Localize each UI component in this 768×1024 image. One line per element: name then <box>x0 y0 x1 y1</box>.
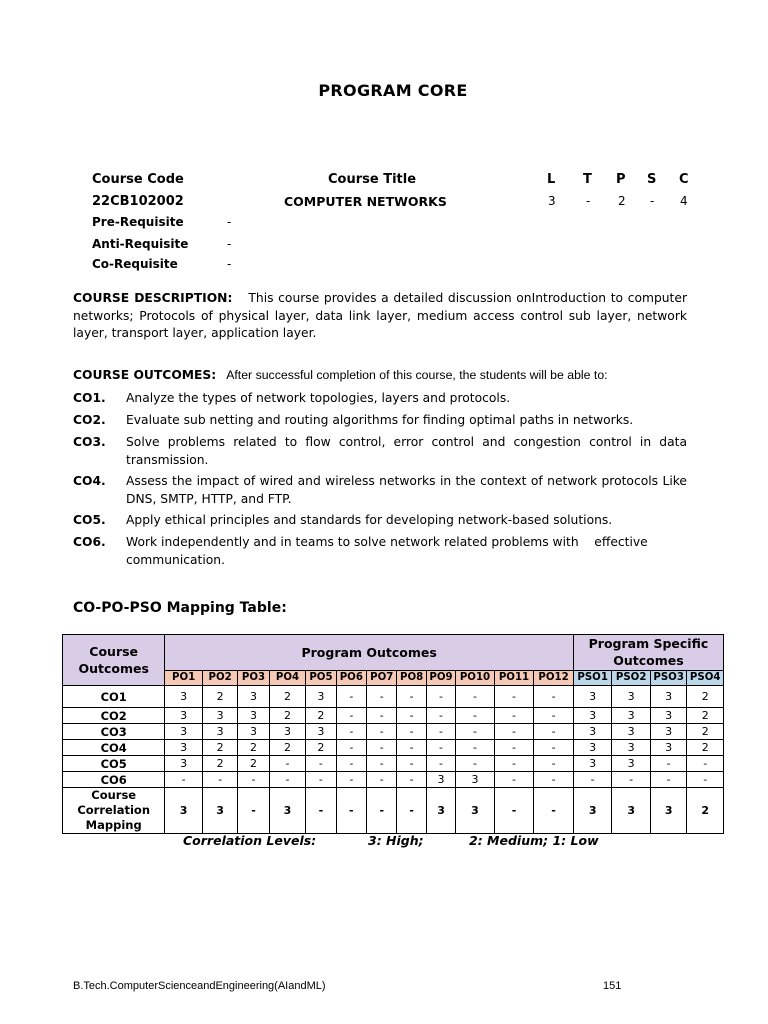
table-cell: 2 <box>238 756 269 772</box>
table-cell: - <box>534 686 574 708</box>
row-label: CO6 <box>63 772 165 788</box>
table-row <box>63 740 724 756</box>
table-cell: 3 <box>573 708 612 724</box>
table-cell: - <box>336 772 366 788</box>
table-cell: 3 <box>650 708 686 724</box>
table-cell: - <box>367 772 397 788</box>
po-column-header: PO1 <box>165 670 203 685</box>
ltpsc-label-c: C <box>679 172 689 187</box>
ltpsc-value-p: 2 <box>618 194 626 208</box>
program-outcomes-header-cell: Program Outcomes <box>165 635 574 671</box>
pso-column-header: PSO2 <box>612 670 651 685</box>
table-cell: - <box>612 772 651 788</box>
po-column-header: PO7 <box>367 670 397 685</box>
table-cell: 3 <box>269 724 305 740</box>
row-label: CO2 <box>63 708 165 724</box>
table-cell: - <box>650 772 686 788</box>
page-title: PROGRAM CORE <box>318 81 468 100</box>
table-cell: - <box>494 686 534 708</box>
row-label: CO4 <box>63 740 165 756</box>
table-cell: - <box>426 756 455 772</box>
correlation-level-medium-low: 2: Medium; 1: Low <box>469 833 599 848</box>
table-cell: - <box>650 756 686 772</box>
table-cell: 2 <box>238 740 269 756</box>
table-cell: - <box>269 772 305 788</box>
correlation-cell: - <box>367 788 397 834</box>
correlation-cell: 2 <box>687 788 724 834</box>
ltpsc-label-t: T <box>583 172 592 187</box>
po-column-header: PO5 <box>306 670 336 685</box>
table-cell: - <box>494 772 534 788</box>
table-cell: - <box>397 724 426 740</box>
correlation-cell: - <box>336 788 366 834</box>
ltpsc-value-l: 3 <box>548 194 556 208</box>
po-column-header: PO10 <box>456 670 495 685</box>
course-outcome-item <box>73 473 687 508</box>
course-outcome-item <box>73 412 687 430</box>
table-cell: 3 <box>612 724 651 740</box>
correlation-levels-label: Correlation Levels: <box>183 833 317 848</box>
correlation-cell: 3 <box>269 788 305 834</box>
table-cell: 2 <box>687 708 724 724</box>
table-cell: - <box>397 756 426 772</box>
pre-requisite-value: - <box>227 215 232 229</box>
table-cell: - <box>397 740 426 756</box>
table-cell: - <box>269 756 305 772</box>
table-row <box>63 772 724 788</box>
table-cell: - <box>456 686 495 708</box>
course-outcome-item <box>73 434 687 469</box>
table-cell: - <box>336 724 366 740</box>
pre-requisite-label: Pre-Requisite <box>92 215 184 229</box>
correlation-cell: 3 <box>165 788 203 834</box>
ltpsc-label-l: L <box>547 172 556 187</box>
table-cell: 3 <box>573 686 612 708</box>
course-description-label: COURSE DESCRIPTION: <box>73 291 233 305</box>
table-cell: 3 <box>573 740 612 756</box>
table-cell: - <box>238 772 269 788</box>
table-cell: 2 <box>306 708 336 724</box>
correlation-cell: - <box>397 788 426 834</box>
ltpsc-value-s: - <box>650 194 655 208</box>
outcome-code: CO2. <box>73 413 106 427</box>
table-cell: 3 <box>202 724 237 740</box>
table-cell: 3 <box>238 708 269 724</box>
table-cell: 3 <box>426 772 455 788</box>
correlation-level-high: 3: High; <box>368 833 424 848</box>
outcome-text: Analyze the types of network topologies, layers and protocols. <box>126 391 511 405</box>
po-column-header: PO2 <box>202 670 237 685</box>
course-outcomes-intro: After successful completion of this course, the students will be able to: <box>226 368 608 382</box>
anti-requisite-label: Anti-Requisite <box>92 237 189 251</box>
table-cell: 3 <box>165 740 203 756</box>
co-requisite-label: Co-Requisite <box>92 257 178 271</box>
outcome-text: Work independently and in teams to solve network related problems with effective communication. <box>126 535 652 567</box>
table-cell: - <box>367 686 397 708</box>
correlation-cell: 3 <box>426 788 455 834</box>
table-cell: 3 <box>306 686 336 708</box>
course-title-label: Course Title <box>328 172 417 187</box>
table-cell: - <box>494 724 534 740</box>
table-cell: 3 <box>650 740 686 756</box>
correlation-cell: 3 <box>650 788 686 834</box>
course-title: COMPUTER NETWORKS <box>284 194 447 209</box>
table-cell: - <box>397 708 426 724</box>
table-cell: 3 <box>456 772 495 788</box>
mapping-table-title: CO-PO-PSO Mapping Table: <box>73 600 287 616</box>
table-cell: - <box>426 740 455 756</box>
table-row <box>63 708 724 724</box>
table-cell: - <box>534 772 574 788</box>
table-cell: - <box>426 686 455 708</box>
po-column-header: PO12 <box>534 670 574 685</box>
table-cell: - <box>336 740 366 756</box>
outcome-text: Solve problems related to flow control, error control and congestion control in data transmission. <box>126 435 687 467</box>
table-cell: - <box>306 756 336 772</box>
correlation-cell: - <box>238 788 269 834</box>
outcome-code: CO4. <box>73 474 106 488</box>
ltpsc-label-p: P <box>616 172 626 187</box>
table-cell: 2 <box>269 686 305 708</box>
table-cell: - <box>534 724 574 740</box>
correlation-cell: - <box>306 788 336 834</box>
course-description-text: This course provides a detailed discussion onIntroduction to computer networks; Protocols of physical layer, data link layer, medium access control sub layer, network layer, transport layer, application layer. <box>73 291 687 340</box>
table-cell: 3 <box>612 740 651 756</box>
table-row <box>63 756 724 772</box>
course-outcome-item <box>73 534 687 569</box>
correlation-cell: 3 <box>456 788 495 834</box>
table-cell: 3 <box>650 724 686 740</box>
correlation-cell: 3 <box>612 788 651 834</box>
outcome-code: CO6. <box>73 535 106 549</box>
outcome-text: Assess the impact of wired and wireless networks in the context of network protocols Like DNS, SMTP, HTTP, and FTP. <box>126 474 687 506</box>
course-outcomes-header <box>73 368 608 382</box>
table-cell: - <box>397 686 426 708</box>
table-cell: - <box>534 708 574 724</box>
row-label: CO3 <box>63 724 165 740</box>
correlation-cell: - <box>534 788 574 834</box>
po-column-header: PO8 <box>397 670 426 685</box>
co-po-pso-mapping-table <box>62 634 724 834</box>
table-cell: - <box>687 772 724 788</box>
table-cell: 3 <box>650 686 686 708</box>
table-cell: 2 <box>687 686 724 708</box>
page-number: 151 <box>603 980 622 992</box>
outcome-text: Evaluate sub netting and routing algorithms for finding optimal paths in networks. <box>126 413 634 427</box>
table-cell: - <box>367 740 397 756</box>
table-cell: - <box>494 740 534 756</box>
course-code: 22CB102002 <box>92 194 184 209</box>
table-cell: 3 <box>306 724 336 740</box>
table-cell: - <box>336 686 366 708</box>
table-cell: - <box>687 756 724 772</box>
table-cell: - <box>165 772 203 788</box>
table-cell: - <box>306 772 336 788</box>
correlation-row-label: Course Correlation Mapping <box>63 788 165 834</box>
table-cell: - <box>494 756 534 772</box>
table-cell: 3 <box>612 686 651 708</box>
ltpsc-label-s: S <box>647 172 657 187</box>
table-cell: - <box>426 724 455 740</box>
anti-requisite-value: - <box>227 237 232 251</box>
course-outcome-item <box>73 512 687 530</box>
table-cell: - <box>367 724 397 740</box>
correlation-cell: 3 <box>573 788 612 834</box>
table-cell: 2 <box>306 740 336 756</box>
correlation-cell: 3 <box>202 788 237 834</box>
table-cell: 2 <box>202 756 237 772</box>
correlation-cell: - <box>494 788 534 834</box>
course-outcomes-label: COURSE OUTCOMES: <box>73 368 217 382</box>
table-cell: - <box>367 756 397 772</box>
footer-program: B.Tech.ComputerScienceandEngineering(AIandML) <box>73 980 326 992</box>
table-cell: 3 <box>612 756 651 772</box>
table-cell: 3 <box>202 708 237 724</box>
table-row <box>63 686 724 708</box>
table-cell: 2 <box>202 740 237 756</box>
po-column-header: PO4 <box>269 670 305 685</box>
table-cell: - <box>494 708 534 724</box>
course-outcome-item <box>73 390 687 408</box>
outcome-code: CO3. <box>73 435 106 449</box>
table-cell: 3 <box>238 724 269 740</box>
table-cell: - <box>456 724 495 740</box>
ltpsc-value-c: 4 <box>680 194 688 208</box>
row-label: CO5 <box>63 756 165 772</box>
po-column-header: PO11 <box>494 670 534 685</box>
table-cell: - <box>456 756 495 772</box>
table-cell: - <box>336 708 366 724</box>
table-cell: 2 <box>202 686 237 708</box>
co-requisite-value: - <box>227 257 232 271</box>
table-row <box>63 724 724 740</box>
table-cell: - <box>367 708 397 724</box>
table-cell: 3 <box>165 756 203 772</box>
table-cell: 2 <box>269 740 305 756</box>
outcome-text: Apply ethical principles and standards for developing network-based solutions. <box>126 513 613 527</box>
po-column-header: PO6 <box>336 670 366 685</box>
table-cell: 2 <box>687 724 724 740</box>
table-cell: 3 <box>165 708 203 724</box>
table-cell: 3 <box>612 708 651 724</box>
table-cell: - <box>534 756 574 772</box>
table-cell: - <box>456 740 495 756</box>
course-description <box>73 290 687 343</box>
table-cell: 2 <box>269 708 305 724</box>
table-cell: 2 <box>687 740 724 756</box>
table-cell: - <box>426 708 455 724</box>
table-cell: - <box>202 772 237 788</box>
table-cell: - <box>397 772 426 788</box>
table-cell: - <box>456 708 495 724</box>
row-label: CO1 <box>63 686 165 708</box>
table-cell: - <box>336 756 366 772</box>
table-cell: 3 <box>573 756 612 772</box>
table-cell: 3 <box>165 724 203 740</box>
po-column-header: PO3 <box>238 670 269 685</box>
correlation-levels-legend <box>183 833 599 848</box>
ltpsc-value-t: - <box>586 194 591 208</box>
table-cell: - <box>573 772 612 788</box>
correlation-row <box>63 788 724 834</box>
outcome-code: CO1. <box>73 391 106 405</box>
pso-column-header: PSO1 <box>573 670 612 685</box>
pso-column-header: PSO3 <box>650 670 686 685</box>
outcome-code: CO5. <box>73 513 106 527</box>
course-code-label: Course Code <box>92 172 184 187</box>
table-cell: 3 <box>238 686 269 708</box>
table-cell: - <box>534 740 574 756</box>
pso-header-cell: Program Specific Outcomes <box>573 635 723 671</box>
table-cell: 3 <box>573 724 612 740</box>
table-cell: 3 <box>165 686 203 708</box>
pso-column-header: PSO4 <box>687 670 724 685</box>
course-outcomes-header-cell: Course Outcomes <box>63 635 165 686</box>
po-column-header: PO9 <box>426 670 455 685</box>
